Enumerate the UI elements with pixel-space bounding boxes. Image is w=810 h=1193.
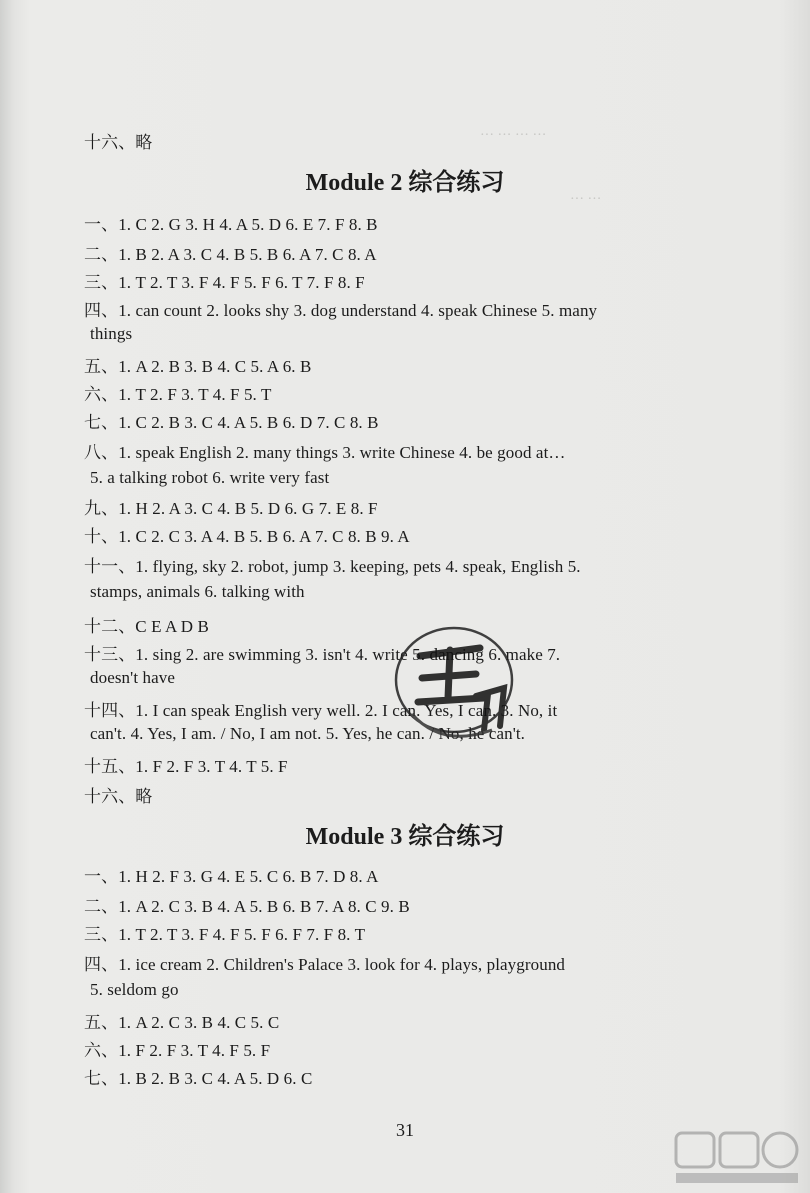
answer-line: 一、1. C 2. G 3. H 4. A 5. D 6. E 7. F 8. B: [84, 215, 378, 234]
answer-line: doesn't have: [90, 668, 175, 687]
answer-line: 二、1. A 2. C 3. B 4. A 5. B 6. B 7. A 8. C 9. B: [84, 897, 410, 916]
answer-line: 五、1. A 2. C 3. B 4. C 5. C: [84, 1013, 280, 1032]
answer-line: 九、1. H 2. A 3. C 4. B 5. D 6. G 7. E 8. F: [84, 499, 378, 518]
answer-line: 5. seldom go: [90, 980, 179, 999]
answer-line: 十三、1. sing 2. are swimming 3. isn't 4. write 5. dancing 6. make 7.: [84, 645, 561, 664]
answer-line: things: [90, 324, 133, 343]
answer-line: 三、1. T 2. T 3. F 4. F 5. F 6. F 7. F 8. T: [84, 925, 366, 944]
answer-line: 二、1. B 2. A 3. C 4. B 5. B 6. A 7. C 8. A: [84, 245, 377, 264]
answer-line: 四、1. can count 2. looks shy 3. dog understand 4. speak Chinese 5. many: [84, 301, 598, 320]
answer-line: 七、1. C 2. B 3. C 4. A 5. B 6. D 7. C 8. B: [84, 413, 379, 432]
answer-line: 四、1. ice cream 2. Children's Palace 3. look for 4. plays, playground: [84, 955, 566, 974]
answer-line: 八、1. speak English 2. many things 3. write Chinese 4. be good at…: [84, 443, 566, 462]
answer-line: can't. 4. Yes, I am. / No, I am not. 5. Yes, he can. / No, he can't.: [90, 724, 526, 743]
answer-line: 十一、1. flying, sky 2. robot, jump 3. keeping, pets 4. speak, English 5.: [84, 557, 581, 576]
line-16-prev: 十六、略: [84, 133, 153, 152]
module2-heading: Module 2 综合练习: [305, 170, 505, 196]
bleed-through-text: ··· ··· ··· ···: [480, 128, 547, 143]
bleed-through-text: ··· ···: [570, 192, 602, 207]
answer-line: 十四、1. I can speak English very well. 2. I can. Yes, I can. 3. No, it: [84, 701, 558, 720]
answer-line: 六、1. T 2. F 3. T 4. F 5. T: [84, 385, 272, 404]
answer-line: 十五、1. F 2. F 3. T 4. T 5. F: [84, 757, 288, 776]
answer-line: 十、1. C 2. C 3. A 4. B 5. B 6. A 7. C 8. B 9. A: [84, 527, 410, 546]
answer-line: stamps, animals 6. talking with: [90, 582, 305, 601]
watermark-stamp-icon: [392, 618, 522, 758]
answer-line: 七、1. B 2. B 3. C 4. A 5. D 6. C: [84, 1069, 313, 1088]
module3-heading: Module 3 综合练习: [305, 824, 505, 850]
answer-line: 一、1. H 2. F 3. G 4. E 5. C 6. B 7. D 8. A: [84, 867, 379, 886]
answer-line: 六、1. F 2. F 3. T 4. F 5. F: [84, 1041, 271, 1060]
answer-line: 十六、略: [84, 787, 153, 806]
answer-line: 5. a talking robot 6. write very fast: [90, 468, 330, 487]
answer-line: 五、1. A 2. B 3. B 4. C 5. A 6. B: [84, 357, 312, 376]
page-number: 31: [396, 1120, 414, 1140]
answer-line: 三、1. T 2. T 3. F 4. F 5. F 6. T 7. F 8. F: [84, 273, 365, 292]
answer-line: 十二、C E A D B: [84, 617, 209, 636]
corner-logo-icon: [672, 1129, 802, 1187]
